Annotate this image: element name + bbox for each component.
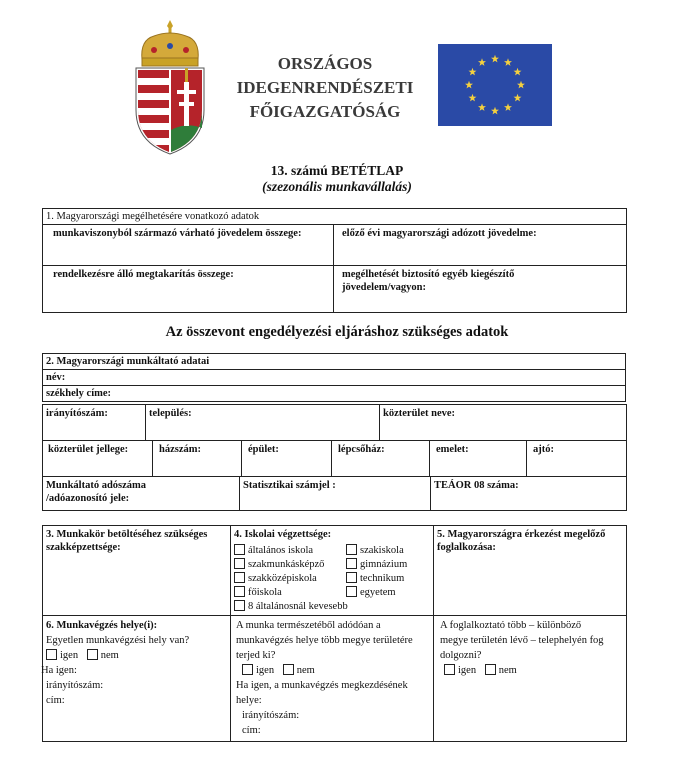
work-place-cell [43, 616, 231, 742]
previous-income-field[interactable] [334, 225, 627, 266]
checkbox[interactable] [346, 572, 357, 583]
no-label: nem [296, 665, 315, 676]
education-options [234, 544, 430, 613]
education-option-vocational-school[interactable]: szakiskola [346, 544, 436, 557]
employer-zip-field[interactable] [43, 405, 146, 441]
education-option-secondary-vocational[interactable]: szakközépiskola [234, 572, 346, 585]
multi-county-answers [242, 663, 430, 678]
education-option-college[interactable]: főiskola [234, 586, 346, 599]
combined-procedure-heading: Az összevont engedélyezési eljáráshoz szükséges adatok [165, 324, 509, 340]
area-type-field[interactable] [43, 441, 153, 477]
yes-label: igen [458, 665, 477, 676]
checkbox[interactable] [234, 544, 245, 555]
form-title: 13. számú BETÉTLAP [270, 163, 404, 178]
education-option-university[interactable]: egyetem [346, 586, 436, 599]
employer-town-label: település: [149, 408, 192, 419]
house-number-field[interactable] [153, 441, 242, 477]
teaor-label: TEÁOR 08 száma: [434, 480, 519, 491]
section-2-street-table [42, 440, 627, 477]
start-place-address-field[interactable]: cím: [242, 725, 261, 736]
employer-zip-label: irányítószám: [46, 408, 108, 419]
multi-county-yes-checkbox[interactable] [242, 664, 253, 675]
other-income-label-2: jövedelem/vagyon: [342, 282, 426, 293]
single-workplace-yes-checkbox[interactable] [46, 649, 57, 660]
checkbox[interactable] [346, 544, 357, 555]
employer-town-field[interactable] [146, 405, 380, 441]
single-workplace-answers [46, 648, 227, 663]
education-option-technical[interactable]: technikum [346, 572, 436, 585]
checkbox[interactable] [234, 572, 245, 583]
other-income-field[interactable] [334, 266, 627, 313]
agency-name [230, 52, 420, 124]
floor-label: emelet: [436, 444, 469, 455]
section-3-title-2: szakképzettsége: [46, 542, 121, 553]
section-2-title: 2. Magyarországi munkáltató adatai [43, 354, 626, 370]
checkbox[interactable] [234, 600, 245, 611]
start-place-line-2: helye: [236, 695, 262, 706]
yes-label: igen [60, 650, 79, 661]
single-workplace-no-checkbox[interactable] [87, 649, 98, 660]
agency-line-3: FŐIGAZGATÓSÁG [249, 102, 401, 121]
education-option-primary[interactable]: általános iskola [234, 544, 346, 557]
section-2-header-table [42, 353, 626, 402]
multi-county-cell [231, 616, 434, 742]
multi-site-line-3: dolgozni? [440, 650, 482, 661]
single-workplace-question: Egyetlen munkavégzési hely van? [46, 635, 190, 646]
section-2-tax-table [42, 476, 627, 511]
section-5-title-1: 5. Magyarországra érkezést megelőző [437, 529, 606, 540]
no-label: nem [498, 665, 517, 676]
multi-site-answers [444, 663, 623, 678]
coat-of-arms-icon [130, 18, 210, 156]
no-label: nem [100, 650, 119, 661]
section-3-title-1: 3. Munkakör betöltéséhez szükséges [46, 529, 208, 540]
savings-label: rendelkezésre álló megtakarítás összege: [53, 269, 234, 280]
section-4-title: 4. Iskolai végzettsége: [234, 529, 332, 540]
checkbox[interactable] [234, 558, 245, 569]
section-1-table [42, 208, 627, 313]
multi-county-line-2: munkavégzés helye több megye területére [236, 635, 413, 646]
agency-line-2: IDEGENRENDÉSZETI [236, 78, 414, 97]
education-option-apprentice[interactable]: szakmunkásképző [234, 558, 346, 571]
section-2-address-table [42, 404, 627, 441]
staircase-field[interactable] [332, 441, 430, 477]
sections-3-6-table [42, 525, 627, 742]
qualification-field[interactable] [43, 526, 231, 616]
employer-name-field[interactable] [43, 370, 626, 386]
checkbox[interactable] [346, 586, 357, 597]
house-number-label: házszám: [159, 444, 201, 455]
checkbox[interactable] [346, 558, 357, 569]
section-1-title: 1. Magyarországi megélhetésére vonatkozó adatok [43, 209, 627, 225]
multi-site-yes-checkbox[interactable] [444, 664, 455, 675]
door-label: ajtó: [533, 444, 554, 455]
tax-number-label-2: /adóazonosító jele: [46, 493, 130, 504]
expected-income-field[interactable] [43, 225, 334, 266]
other-income-label-1: megélhetését biztosító egyéb kiegészítő [342, 269, 515, 280]
previous-occupation-field[interactable] [434, 526, 627, 616]
savings-field[interactable] [43, 266, 334, 313]
if-yes-label: Ha igen: [41, 665, 77, 676]
statistical-number-field[interactable] [240, 477, 431, 511]
tax-number-label-1: Munkáltató adószáma [46, 480, 147, 491]
start-place-line-1: Ha igen, a munkavégzés megkezdésének [236, 680, 408, 691]
staircase-label: lépcsőház: [338, 444, 385, 455]
multi-county-line-3: terjed ki? [236, 650, 276, 661]
section-6-title: 6. Munkavégzés helye(i): [46, 620, 158, 631]
employer-tax-number-field[interactable] [43, 477, 240, 511]
employer-seat-label: székhely címe: [46, 388, 112, 399]
statistical-number-label: Statisztikai számjel : [243, 480, 336, 491]
building-label: épület: [248, 444, 279, 455]
eu-flag-icon [438, 44, 552, 126]
employer-name-label: név: [46, 372, 66, 383]
door-field[interactable] [527, 441, 627, 477]
employer-seat-field[interactable] [43, 386, 626, 402]
form-subtitle: (szezonális munkavállalás) [262, 179, 412, 194]
multi-county-no-checkbox[interactable] [283, 664, 294, 675]
previous-income-label: előző évi magyarországi adózott jövedelme: [342, 228, 537, 239]
floor-field[interactable] [430, 441, 527, 477]
education-field [231, 526, 434, 616]
expected-income-label: munkaviszonyból származó várható jövedelem összege: [53, 228, 302, 239]
multi-county-line-1: A munka természetéből adódóan a [236, 620, 381, 631]
employer-area-name-label: közterület neve: [383, 408, 456, 419]
teaor-field[interactable] [431, 477, 627, 511]
multi-site-no-checkbox[interactable] [485, 664, 496, 675]
yes-label: igen [256, 665, 275, 676]
agency-line-1: ORSZÁGOS [277, 54, 373, 73]
section-5-title-2: foglalkozása: [437, 542, 496, 553]
multi-site-line-2: megye területén lévő – telephelyén fog [440, 635, 604, 646]
building-field[interactable] [242, 441, 332, 477]
education-option-grammar[interactable]: gimnázium [346, 558, 436, 571]
multi-site-line-1: A foglalkoztató több – különböző [440, 620, 582, 631]
education-option-less-than-8[interactable]: 8 általánosnál kevesebb [234, 600, 436, 613]
multi-site-cell [434, 616, 627, 742]
start-place-zip-field[interactable]: irányítószám: [242, 710, 300, 721]
employer-area-name-field[interactable] [380, 405, 627, 441]
area-type-label: közterület jellege: [48, 444, 129, 455]
workplace-address-field[interactable]: cím: [46, 695, 65, 706]
workplace-zip-field[interactable]: irányítószám: [46, 680, 104, 691]
checkbox[interactable] [234, 586, 245, 597]
